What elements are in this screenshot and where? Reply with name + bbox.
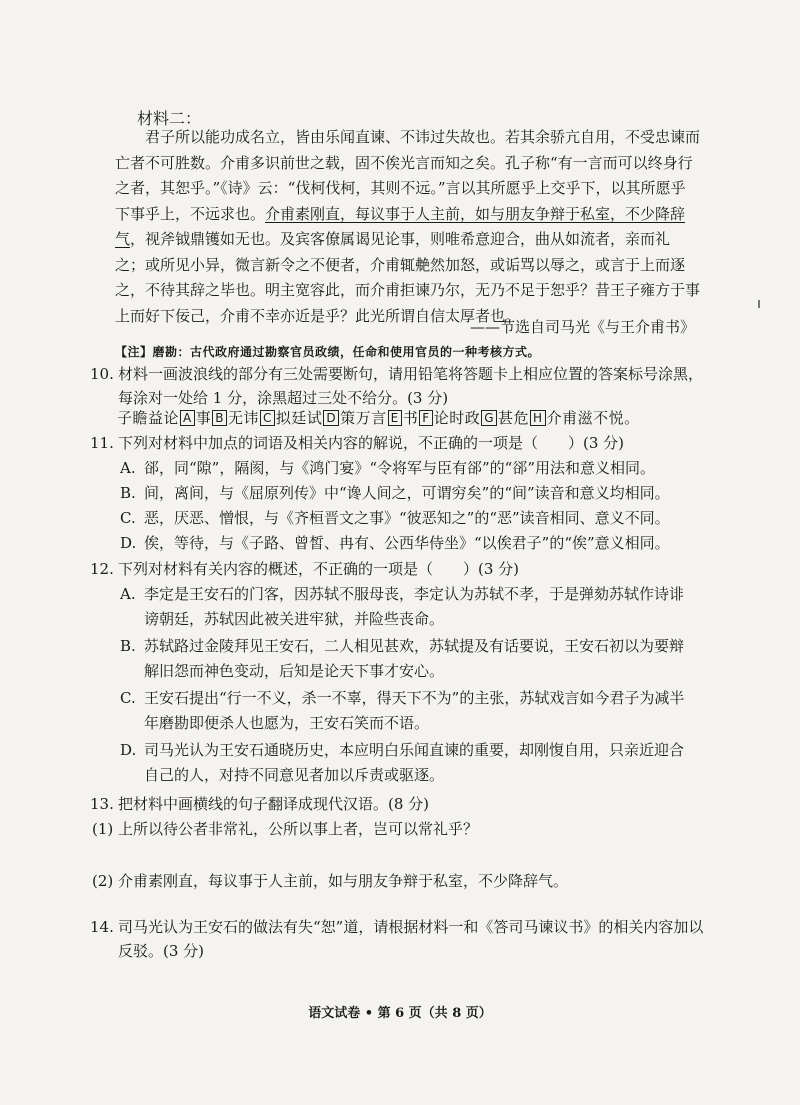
option-text: 王安石提出“行一不义，杀一不辜，得天下不为”的主张，苏轼戏言如今君子为减半年磨勘即便杀人也愿为，王安石笑而不语。 xyxy=(144,689,685,732)
segment: 子瞻益论 xyxy=(117,409,180,427)
answer-mark-a[interactable]: A xyxy=(180,410,195,426)
question-11 xyxy=(90,431,710,455)
option-11-a[interactable] xyxy=(120,456,700,481)
option-letter: A. xyxy=(120,585,136,603)
segment: 介甫滋不悦。 xyxy=(546,409,640,427)
segment: 策万言 xyxy=(340,409,387,427)
underlined-sentence: 介甫素刚直，每议事于人主前，如与朋友争辩于私室，不少降辞气 xyxy=(115,204,686,248)
segment: 无讳 xyxy=(227,409,259,427)
margin-mark xyxy=(758,300,760,308)
sentence-break-marks xyxy=(117,407,640,428)
material-title: 材料二： xyxy=(137,109,202,128)
sub-question-1: (1) 上所以待公者非常礼，公所以事上者，岂可以常礼乎？ xyxy=(92,820,479,838)
source-attribution: ——节选自司马光《与王介甫书》 xyxy=(469,318,695,336)
question-10 xyxy=(90,362,710,410)
question-number: 11. xyxy=(90,434,114,452)
page-footer: 语文试卷 • 第 6 页（共 8 页） xyxy=(308,1006,492,1021)
option-letter: A. xyxy=(120,459,136,477)
option-text: 恶，厌恶、憎恨，与《齐桓晋文之事》“彼恶知之”的“恶”读音相同、意义不同。 xyxy=(144,509,670,527)
option-letter: D. xyxy=(120,741,137,759)
answer-mark-e[interactable]: E xyxy=(388,410,402,426)
question-text: 下列对材料有关内容的概述，不正确的一项是（ ）(3 分) xyxy=(118,560,520,578)
question-14 xyxy=(90,915,710,963)
footnote: 【注】磨勘：古代政府通过勘察官员政绩，任命和使用官员的一种考核方式。 xyxy=(115,345,541,359)
option-text: 司马光认为王安石通晓历史，本应明白乐闻直谏的重要，却刚愎自用，只亲近迎合自己的人，对持不同意见者加以斥责或驱逐。 xyxy=(144,741,685,784)
option-letter: B. xyxy=(120,484,136,502)
question-number: 12. xyxy=(90,560,114,578)
segment: 拟廷试 xyxy=(275,409,323,427)
answer-mark-d[interactable]: D xyxy=(323,410,339,426)
passage-text-a: 君子所以能功成名立，皆由乐闻直谏、不讳过失故也。若其余骄亢自用，不受忠谏而亡者不可胜数。介甫多识前世之载，固不俟光言而知之矣。孔子称“有一言而可以终身行之者，其恕乎。”《诗》云：“伐柯伐柯，其则不远。”言以其所愿乎上交乎下，以其所愿乎下事乎上，不远求也。 xyxy=(115,128,701,223)
segment: 论时政 xyxy=(433,409,481,427)
answer-mark-g[interactable]: G xyxy=(481,410,497,426)
question-text: 下列对材料中加点的词语及相关内容的解说，不正确的一项是（ ）(3 分) xyxy=(118,434,625,452)
question-number: 13. xyxy=(90,795,114,813)
option-12-b[interactable] xyxy=(120,634,700,684)
option-12-c[interactable] xyxy=(120,686,700,736)
question-number: 14. xyxy=(90,918,114,936)
option-12-d[interactable] xyxy=(120,738,700,788)
answer-mark-c[interactable]: C xyxy=(260,410,275,426)
material-passage xyxy=(115,125,700,329)
segment: 书 xyxy=(402,409,419,427)
question-text: 司马光认为王安石的做法有失“恕”道，请根据材料一和《答司马谏议书》的相关内容加以反驳。(3 分) xyxy=(118,918,704,960)
option-text: 郤，同“隙”，隔阂，与《鸿门宴》“令将军与臣有郤”的“郤”用法和意义相同。 xyxy=(144,459,656,477)
question-number: 10. xyxy=(90,365,114,383)
answer-mark-b[interactable]: B xyxy=(212,410,227,426)
option-letter: B. xyxy=(120,637,136,655)
option-text: 苏轼路过金陵拜见王安石，二人相见甚欢，苏轼提及有话要说，王安石初以为要辩解旧怨而神色变动，后知是论天下事才安心。 xyxy=(144,637,685,680)
segment: 甚危 xyxy=(498,409,530,427)
answer-mark-f[interactable]: F xyxy=(419,410,432,426)
question-12 xyxy=(90,557,710,581)
sub-question-2: (2) 介甫素刚直，每议事于人主前，如与朋友争辩于私室，不少降辞气。 xyxy=(92,872,569,890)
option-text: 间，离间，与《屈原列传》中“谗人间之，可谓穷矣”的“间”读音和意义均相同。 xyxy=(144,484,670,502)
option-text: 俟，等待，与《子路、曾皙、冉有、公西华侍坐》“以俟君子”的“俟”意义相同。 xyxy=(144,534,670,552)
option-11-b[interactable] xyxy=(120,481,700,506)
option-12-a[interactable] xyxy=(120,582,700,632)
option-letter: C. xyxy=(120,689,136,707)
option-letter: D. xyxy=(120,534,137,552)
option-11-c[interactable] xyxy=(120,506,700,531)
passage-text-b: ，视斧钺鼎镬如无也。及宾客僚属谒见论事，则唯希意迎合，曲从如流者，亲而礼之；或所见小异，微言新令之不便者，介甫辄艴然加怒，或诟骂以辱之，或言于上而逐之，不待其辞之毕也。明主宽容此，而介甫拒谏乃尔，无乃不足于恕乎？昔王子雍方于事上而好下佞己，介甫不幸亦近是乎？此光所谓自信太厚者也。 xyxy=(115,230,701,325)
option-letter: C. xyxy=(120,509,136,527)
question-text: 材料一画波浪线的部分有三处需要断句，请用铅笔将答题卡上相应位置的答案标号涂黑，每涂对一处给 1 分，涂黑超过三处不给分。(3 分) xyxy=(118,365,704,407)
option-11-d[interactable] xyxy=(120,531,700,556)
answer-mark-h[interactable]: H xyxy=(530,410,546,426)
segment: 事 xyxy=(195,409,212,427)
question-13 xyxy=(90,792,710,816)
question-text: 把材料中画横线的句子翻译成现代汉语。(8 分) xyxy=(118,795,430,813)
option-text: 李定是王安石的门客，因苏轼不服母丧，李定认为苏轼不孝，于是弹劾苏轼作诗诽谤朝廷，苏轼因此被关进牢狱，并险些丧命。 xyxy=(144,585,685,628)
